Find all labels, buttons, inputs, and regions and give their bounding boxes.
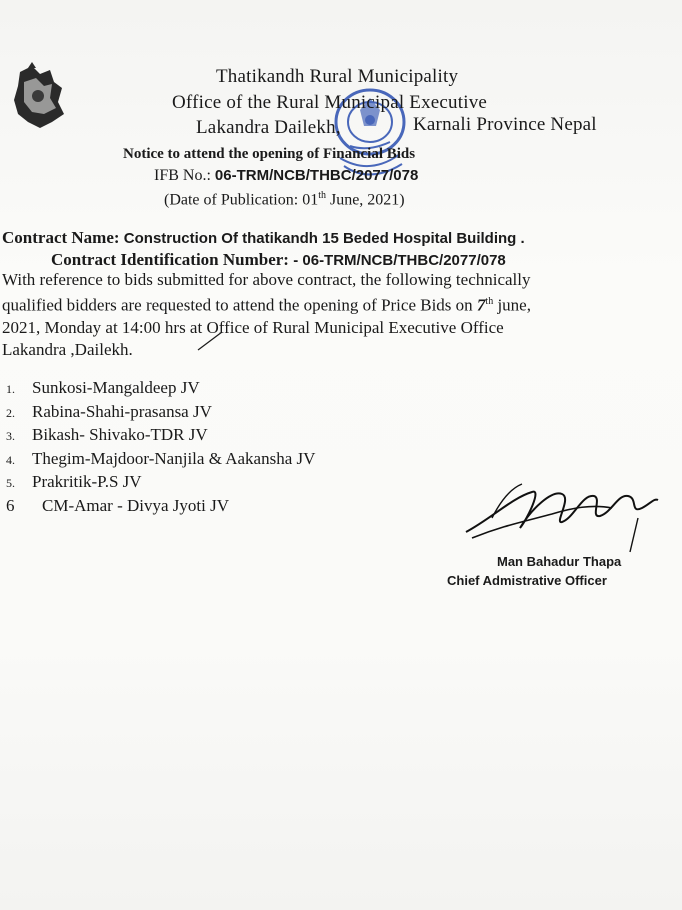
bidder-name: Rabina-Shahi-prasansa JV bbox=[32, 401, 212, 421]
contract-name-value: Construction Of thatikandh 15 Beded Hospital Building . bbox=[123, 230, 525, 247]
body-line-2b: june, bbox=[493, 295, 531, 315]
list-item bbox=[6, 377, 315, 401]
publication-sup: th bbox=[318, 190, 326, 201]
office-location: Lakandra Dailekh, bbox=[196, 117, 341, 138]
signer-title: Chief Admistrative Officer bbox=[447, 573, 607, 588]
municipality-name: Thatikandh Rural Municipality bbox=[216, 66, 459, 87]
bidder-number: 2. bbox=[6, 405, 15, 420]
publication-date bbox=[164, 190, 405, 209]
pen-stroke-icon bbox=[196, 328, 226, 354]
notice-body bbox=[2, 269, 638, 361]
publication-suffix: June, 2021) bbox=[325, 191, 405, 209]
bidder-name: Sunkosi-Mangaldeep JV bbox=[32, 378, 200, 397]
bidder-number: 5. bbox=[6, 476, 15, 490]
list-item bbox=[6, 401, 315, 425]
bidder-name: Bikash- Shivako-TDR JV bbox=[32, 425, 208, 444]
notice-title: Notice to attend the opening of Financial Bids bbox=[123, 146, 416, 162]
body-line-4: Lakandra ,Dailekh. bbox=[2, 339, 133, 359]
bidder-number: 3. bbox=[6, 429, 15, 443]
bidder-name: Thegim-Majdoor-Nanjila & Aakansha JV bbox=[32, 448, 316, 468]
list-item bbox=[6, 448, 315, 472]
contract-name-label: Contract Name: bbox=[2, 228, 124, 247]
office-name: Office of the Rural Municipal Executive bbox=[172, 92, 488, 113]
list-item bbox=[6, 424, 315, 448]
opening-day: 7 bbox=[476, 295, 486, 315]
body-line-2 bbox=[2, 291, 638, 317]
ifb-number: 06-TRM/NCB/THBC/2077/078 bbox=[214, 167, 419, 184]
contract-name-line bbox=[2, 228, 525, 248]
bidder-name: CM-Amar - Divya Jyoti JV bbox=[42, 495, 229, 515]
nepal-emblem-icon bbox=[10, 62, 66, 132]
signer-name: Man Bahadur Thapa bbox=[497, 554, 622, 569]
signature-icon bbox=[462, 478, 662, 558]
body-line-1: With reference to bids submitted for above contract, the following technically bbox=[2, 270, 531, 289]
bidder-name: Prakritik-P.S JV bbox=[32, 472, 142, 491]
ifb-label: IFB No.: bbox=[154, 167, 215, 184]
bidder-list bbox=[6, 377, 315, 516]
body-line-2a: qualified bidders are requested to attend the opening of Price Bids on bbox=[2, 295, 477, 315]
list-item bbox=[6, 471, 315, 495]
bidder-number: 6 bbox=[6, 495, 15, 515]
contract-id-value: - 06-TRM/NCB/THBC/2077/078 bbox=[293, 252, 506, 269]
contract-id-label: Contract Identification Number: bbox=[51, 250, 294, 269]
contract-id-line bbox=[51, 250, 506, 270]
ifb-number-line bbox=[154, 167, 418, 185]
bidder-number: 1. bbox=[6, 382, 15, 396]
province-name: Karnali Province Nepal bbox=[413, 114, 597, 135]
body-line-3: 2021, Monday at 14:00 hrs at Office of Rural Municipal Executive Office bbox=[2, 317, 504, 337]
opening-day-sup: th bbox=[485, 296, 494, 307]
list-item bbox=[6, 495, 315, 517]
bidder-number: 4. bbox=[6, 452, 15, 467]
publication-prefix: (Date of Publication: 01 bbox=[164, 191, 319, 209]
